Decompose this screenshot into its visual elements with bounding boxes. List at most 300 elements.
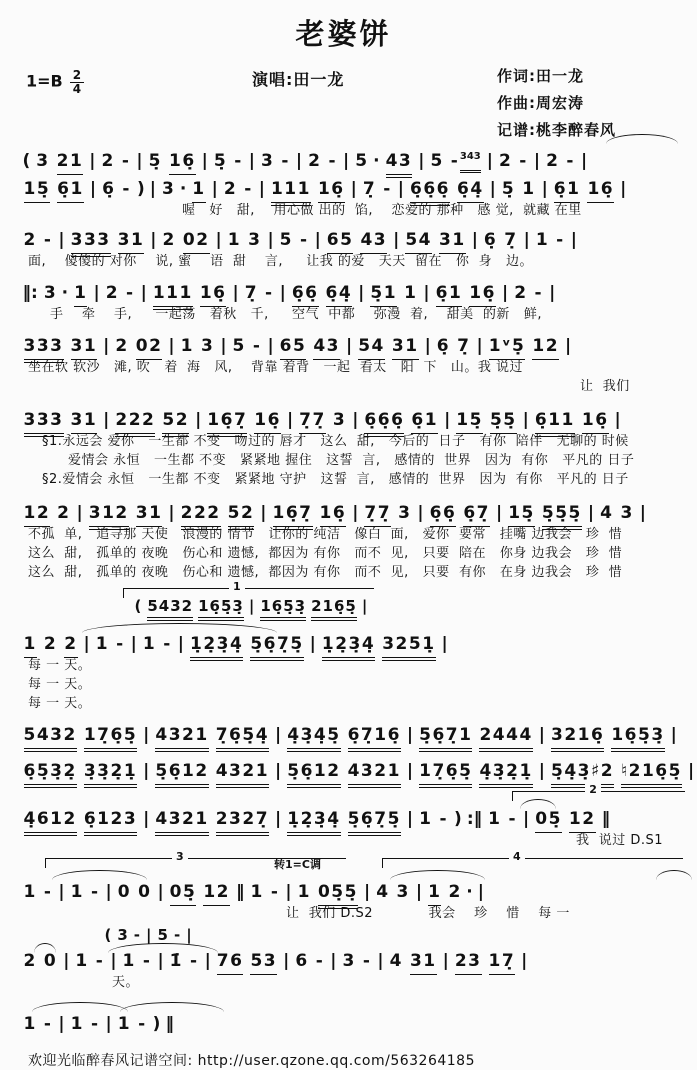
note-token: 54 [405,228,432,254]
meter-denominator: 4 [72,81,82,96]
tie-arc [656,870,692,880]
barline: | [442,951,449,971]
note-token: 02 [136,334,163,360]
key-label: 1=B [26,71,63,91]
note-token: 17̣ [489,949,516,975]
note-token: 2 [64,632,77,658]
tie-arc [390,870,485,880]
note-token: 16̣ [318,177,345,203]
ending-number: 2 [585,784,601,795]
barline: | [549,283,556,303]
note-token: 31 [439,228,466,254]
note-token: 1 [70,882,84,902]
barline: | [295,150,303,171]
note-token: 5432 [147,596,193,621]
barline: ‖ [601,809,611,829]
grace-notes: 343 [460,145,481,173]
note-token: 3 [117,926,129,944]
note-token: 216̣5̣ [311,596,357,621]
barline: | [220,336,227,356]
footer-note: 欢迎光临醉春风记谱空间: http://user.qzone.qq.com/563264185 [28,1053,475,1069]
music-system [20,850,679,923]
note-token: 6̣6̣ [430,501,457,527]
barline: | [538,725,545,745]
note-token: 3 [398,503,412,523]
note-token: 31 [71,408,98,434]
note-token: 4 [389,951,403,971]
note-token: 4 [376,882,390,902]
note-token: 1 [122,951,136,971]
barline: | [58,1014,65,1034]
note-token: 21 [57,149,84,175]
barline: | [670,725,677,745]
barline: ( [22,150,31,171]
barline: | [314,230,321,250]
barline: | [76,503,83,523]
note-token: 5̣5̣ [490,408,517,434]
note-token: 312 [89,501,129,530]
note-token: 3 [43,283,58,303]
dash: - [252,336,262,356]
barline: | [248,150,255,171]
barline: ) [136,179,145,199]
note-token: 1 [24,632,37,658]
note-token: 7̣ [504,230,518,250]
barline: | [149,179,156,199]
note-token: 5̣1 [370,281,397,307]
barline: | [471,230,478,250]
barline: | [143,725,150,745]
music-system [20,145,679,169]
note-token: 6̣ [436,336,451,356]
note-token: 1 [522,179,536,199]
note-token: 222 [181,501,221,530]
barline: | [204,951,211,971]
tie-arc [82,623,277,633]
dash: - [121,150,131,171]
ending-number: 3 [172,851,188,862]
barline: | [89,179,97,199]
barline: | [687,761,695,781]
lyric-line: 我 说过 D.S1 [576,833,664,848]
barline: | [260,503,267,523]
note-token: 54 [358,334,385,360]
dash: - [43,1014,53,1034]
lyric-line: 这么 甜, 孤单的 夜晚 伤心和 遗憾, 都因为 有你 而不 见, 只要 有你 在身 边我会 珍 惜 [28,565,623,580]
note-token: 222 [115,408,155,437]
barline: | [309,634,316,654]
note-token: 4321 [348,759,401,788]
dash: - [90,1014,100,1034]
barline: | [495,503,503,523]
barline: | [143,809,150,829]
note-token: 0 [43,951,58,971]
note-token: 5̣6̣7̣1 [419,723,472,752]
barline: | [486,150,493,171]
barline: | [614,410,621,430]
note-token: 16̣7̣ [207,408,247,437]
credits-block [497,63,616,144]
barline: | [406,761,414,781]
music-system [20,580,679,713]
note-token: 5̣6̣12 [155,759,208,788]
augmentation-dot: · [61,283,70,303]
note-token: 2 [101,150,115,171]
note-token: 1 [95,634,110,654]
note-token: 6̣1 [57,177,84,203]
tie-arc [120,1002,224,1012]
lyric-line: 手 牵 手, 一起荡 着秋 千, 空气 中都 弥漫 着, 甜美 的新 鲜, [50,307,542,322]
note-token: 16̣ [254,408,281,434]
lyric-line: §2.爱情会 永恒 一生都 不变 紧紧地 守护 这誓 言, 感情的 世界 因为 有你 平凡的 日子 [42,472,629,487]
note-token: 4 [600,503,614,523]
lyric-line: 让 我们 [580,379,630,394]
barline: | [283,951,290,971]
barline: | [110,951,117,971]
dash: - [315,951,325,971]
note-token: 1 [419,809,433,829]
barline: | [523,230,530,250]
score [0,145,695,1036]
barline: | [352,503,359,523]
note-token: 5̣ [213,150,228,171]
lyric-line: 每 一 天。 [28,658,92,673]
note-token: 2 [514,283,528,303]
note-token: 43 [360,228,387,254]
note-token: 02 [183,228,210,254]
note-token: 333 [71,228,111,257]
note-token: 6 [295,951,309,971]
lyric-line: 喔 好 甜, 用心做 出的 馅, 恋爱的 那种 感 觉, 就藏 在里 [182,203,582,218]
note-token: 6̣1 [411,408,438,434]
dash: - [362,951,372,971]
note-token: 16̣5̣3̣ [611,723,664,752]
barline: | [501,283,509,303]
barline: | [275,809,282,829]
barline: | [639,503,646,523]
tie-arc [52,870,147,880]
note-token: 6̣123 [84,807,137,836]
barline: | [201,150,208,171]
lyric-line: 让 我们 D.S2 我会 珍 惜 每 一 [286,906,570,921]
note-token: 1 [535,230,550,250]
dash: - [566,150,575,171]
barline: | [580,150,588,171]
dash: - [133,926,142,944]
note-token: 31 [136,501,163,527]
ending-number: 1 [229,581,245,592]
key-signature [26,69,84,95]
note-token: 3 [200,336,215,356]
dash: - [281,150,290,171]
note-token: 1 [117,1014,132,1034]
lyric-line: 不孤 单, 追寻那 天使 浪漫的 情节 让你的 纯洁 像白 面, 爱你 要常 挂嘴 边我会 珍 惜 [28,527,623,542]
note-token: 1 [142,634,157,654]
note-token: 111 [271,177,311,206]
barline: | [620,179,627,199]
barline: | [587,503,595,523]
modulation-text: 转1=C调 [274,858,321,871]
note-token: 333 [24,334,64,363]
note-token: 5̣6̣12 [287,759,340,788]
note-token: 3 [36,150,50,171]
barline: | [533,150,541,171]
note-token: 4321 [155,807,208,836]
dash: - [270,882,280,902]
note-token: 1 [23,882,37,902]
barline: | [477,882,484,902]
note-token: 5̣ [501,179,516,199]
notation-line [20,1012,679,1036]
barline: ( [104,926,113,944]
note-token: 1 [74,281,87,307]
note-token: 5 [355,150,369,171]
barline: | [267,336,274,356]
note-token: 16̣ [320,501,347,527]
dash: - [450,150,460,171]
notation-line [20,880,679,904]
barline: | [215,230,222,250]
barline: | [130,634,137,654]
note-token: 52 [162,408,189,437]
note-token: 31 [392,334,419,360]
dash: - [43,230,53,250]
lyric-line: 面, 傻傻的 对你 说, 蜜 语 甜 言, 让我 的爱 天天 留在 你 身 边。 [28,254,534,269]
dash: - [43,882,53,902]
note-token: 1 [428,880,441,906]
music-system [20,281,679,324]
note-token: 65 [327,228,354,254]
barline: :‖ [466,809,483,829]
note-token: 17̣6̣5̣ [84,723,137,752]
note-token: 1 [250,882,264,902]
note-token: 5432 [24,723,77,752]
lyric-line: 这么 甜, 孤单的 夜晚 伤心和 遗憾, 都因为 有你 而不 见, 只要 陪在 你身 边我会 珍 惜 [28,546,623,561]
note-token: 05̣ [170,880,197,906]
note-token: 1 [227,230,242,250]
note-token: ♮216̣5̣ [621,759,682,788]
meter-numerator: 2 [70,69,84,83]
note-token: 76 [217,949,244,975]
note-token: 1̣2̣3̣4̣ [190,632,243,661]
note-token: 15̣ [24,177,51,203]
dash: - [439,809,449,829]
barline: | [286,410,294,430]
barline: ( [134,597,143,615]
music-system [20,228,679,271]
lyric-line: §1.永远会 爱你 一生都 不变 吻过的 唇才 这么 甜, 今后的 日子 有你 陪伴 无聊的 时候 [42,434,629,449]
lyric-line: 每 一 天。 [28,696,92,711]
note-token: 43 [386,149,413,178]
barline: | [352,410,359,430]
note-token: 16̣7̣ [273,501,313,530]
note-token: 3 [332,410,347,430]
note-token: 7̣6̣5̣4̣ [216,723,269,752]
barline: | [279,283,286,303]
lyric-line: 天。 [112,975,140,990]
lyric-line: 爱情会 永恒 一生都 不变 紧紧地 握住 这誓 言, 感情的 世界 因为 有你 平凡的 日子 [68,453,635,468]
barline: | [397,179,404,199]
barline: | [423,283,430,303]
note-token: 2 [43,634,58,654]
barline: | [157,882,164,902]
inset-notes [132,596,371,621]
notation-line [20,334,679,358]
note-token: 3216̣ [551,723,604,752]
barline: | [275,725,282,745]
dash: - [519,150,528,171]
dash: - [244,179,253,199]
note-token: 4̣3̣4̣5̣ [287,723,340,752]
note-token: 7̣ [362,179,377,199]
barline: | [211,179,218,199]
dash: - [122,179,131,199]
note-token: 16̣ [469,281,496,307]
barline: | [541,179,548,199]
barline: | [63,951,70,971]
note-token: 16̣ [582,408,609,434]
music-system [20,783,679,850]
barline: | [103,410,110,430]
note-token: 12 [203,880,230,906]
barline: | [358,283,365,303]
barline: | [476,336,483,356]
note-token: 3 [396,882,410,902]
barline: | [105,882,112,902]
barline: | [489,179,496,199]
note-token: 6̣11 [535,408,575,437]
barline: | [393,230,400,250]
barline: | [103,336,110,356]
note-token: 2 [546,150,560,171]
transcriber-credit: 记谱:桃李醉春风 [497,121,616,139]
barline: | [168,503,175,523]
note-token: 16̣ [169,149,196,175]
note-token: 16̣ [200,281,227,307]
dash: - [142,951,152,971]
barline: | [285,882,292,902]
note-token: 65 [280,334,307,360]
notation-line [20,723,679,747]
music-system [20,408,679,489]
dash: - [300,230,309,250]
barline: | [444,410,451,430]
music-system [20,501,679,582]
barline: | [157,951,164,971]
note-token: 7̣ [244,283,259,303]
note-token: 5̣5̣5̣ [542,501,582,530]
music-system [20,334,679,396]
note-token: 6̣4̣ [457,177,484,203]
note-token: 6̣ [102,179,116,199]
dash: - [116,634,125,654]
note-token: 43 [313,334,340,360]
note-token: 1 [488,809,502,829]
note-token: 15̣ [508,501,535,527]
dash: - [126,283,135,303]
note-token: 4̣612 [24,807,77,836]
tie-arc [34,943,56,953]
note-token: 3251̣ [382,632,435,661]
note-token: 12 [24,501,51,527]
dash: - [163,634,172,654]
note-token: 2 [23,951,37,971]
barline: | [415,882,423,902]
note-token: 12 [569,807,596,833]
barline: | [441,634,448,654]
note-token: 4321 [216,759,269,788]
note-token: 5̣6̣7̣5̣ [348,807,401,836]
note-token: 3 [261,150,275,171]
augmentation-dot: · [373,150,382,171]
dash: - [383,179,392,199]
note-token: 0 [117,882,132,902]
note-token: 2 [448,882,462,902]
notation-line [20,408,679,432]
barline: | [195,410,202,430]
dash: - [534,283,544,303]
note-token: 7̣7̣ [299,408,326,434]
note-token: 16̣ [587,177,614,203]
note-token: 5̣6̣7̣5̣ [250,632,303,661]
note-token: 1̇ [169,951,183,971]
dash: - [265,283,274,303]
dash: - [95,951,105,971]
note-token: 111 [153,281,193,310]
barline: ) [152,1014,161,1034]
note-token: 6̣4̣ [326,281,353,307]
note-token: 6̣6̣ [292,281,319,307]
note-token: 16̣5̣3̣ [198,596,244,621]
dash: - [556,230,565,250]
note-token: 3 [161,179,176,199]
notation-line [20,632,679,656]
lyric-line: 坐在软 软沙 滩, 吹 着 海 风, 背靠 着背 一起 看太 阳 下 山。我 说过 [28,360,523,375]
note-token: 2 [162,230,176,250]
barline: | [330,951,337,971]
note-token: 5 [279,230,293,250]
note-token: 4321 [155,723,208,752]
note-token: 1̣2̣3̣4̣ [322,632,375,661]
score-header [0,53,687,141]
note-token: 05̣ [535,807,562,833]
note-token: 5̣ [148,150,162,171]
music-system [20,759,695,783]
note-token: 6̣1 [436,281,463,307]
note-token: 6̣6̣6̣ [410,177,450,206]
note-token: 31 [71,334,98,360]
barline: | [406,809,414,829]
note-token: 5 [430,150,444,171]
barline: | [168,336,175,356]
barline: | [565,336,572,356]
note-token: 3 [342,951,356,971]
barline: | [406,725,414,745]
note-token: 1 [404,283,418,303]
note-token: 52 [228,501,255,530]
barline: | [343,150,350,171]
note-token: 1ᵛ5̣ [489,334,526,360]
barline: | [93,283,100,303]
note-token: 31 [410,949,437,975]
barline: ) [454,809,462,829]
barline: | [570,230,577,250]
music-system [20,998,679,1036]
barline: | [377,951,384,971]
dash: - [508,809,518,829]
barline: | [58,230,65,250]
music-system [20,927,679,992]
